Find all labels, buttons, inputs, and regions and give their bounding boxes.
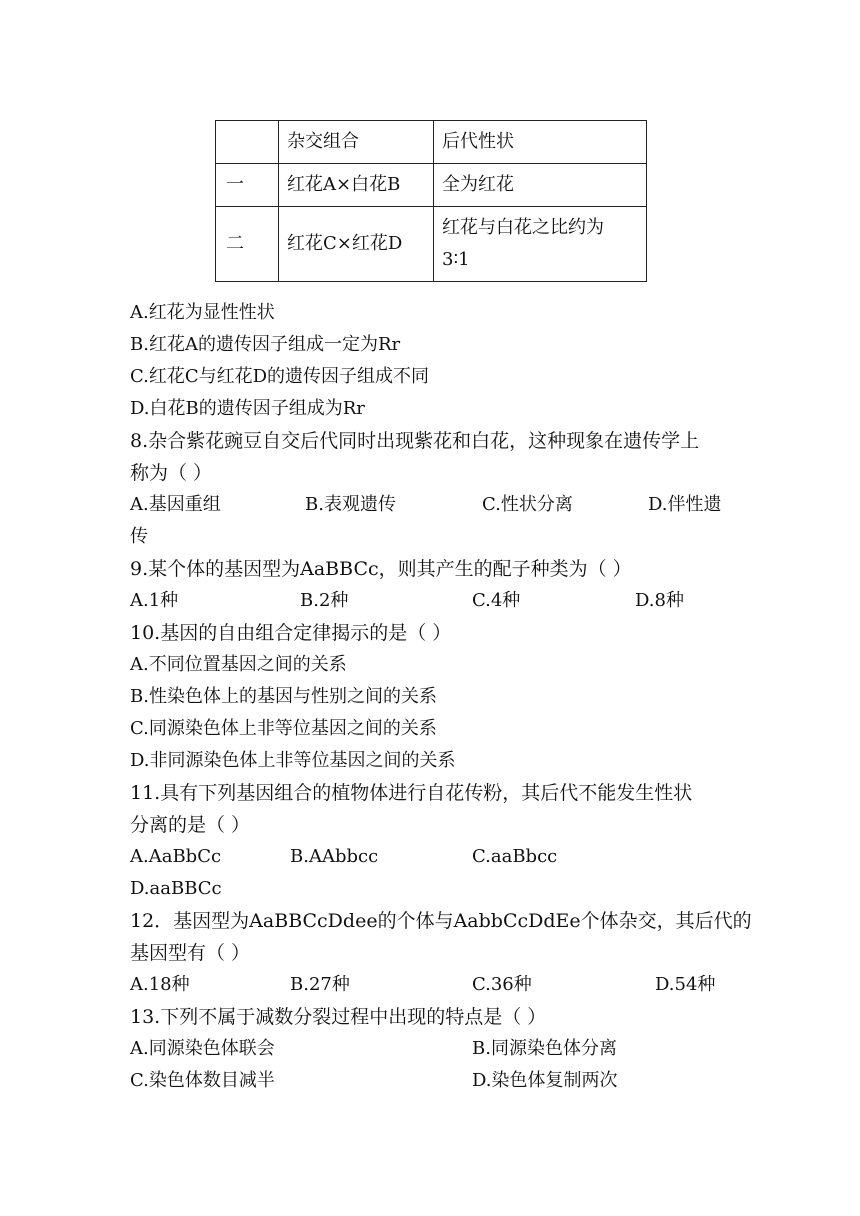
table-row bbox=[216, 164, 647, 207]
q8-options bbox=[130, 489, 735, 521]
table-row bbox=[216, 121, 647, 164]
q11-option-a: A.AaBbCc bbox=[130, 846, 222, 867]
table-cell-line: 3∶1 bbox=[442, 249, 470, 270]
q11-option-d: D.aaBBCc bbox=[130, 878, 222, 899]
q11-option-c: C.aaBbcc bbox=[472, 846, 558, 867]
q11-stem-cont: 分离的是（ ） bbox=[130, 814, 251, 836]
q12-stem: 12．基因型为AaBBCcDdee的个体与AabbCcDdEe个体杂交，其后代的 bbox=[130, 910, 752, 932]
q7-option-b: B.红花A的遗传因子组成一定为Rr bbox=[130, 334, 401, 355]
q9-stem: 9.某个体的基因型为AaBBCc，则其产生的配子种类为（ ） bbox=[130, 558, 632, 580]
table-cell: 红花A×白花B bbox=[279, 164, 434, 207]
q12-option-c: C.36种 bbox=[472, 974, 532, 995]
q8-option-d-wrap: 传 bbox=[130, 526, 148, 547]
q13-option-c: C.染色体数目减半 bbox=[130, 1070, 275, 1091]
q10-option-a: A.不同位置基因之间的关系 bbox=[130, 654, 347, 675]
q13-options-row2 bbox=[130, 1065, 735, 1097]
q9-options bbox=[130, 585, 735, 617]
q13-option-a: A.同源染色体联会 bbox=[130, 1038, 275, 1059]
cross-results-table bbox=[215, 120, 647, 282]
q13-option-d: D.染色体复制两次 bbox=[472, 1070, 618, 1091]
q9-option-b: B.2种 bbox=[300, 590, 349, 611]
table-header-cell: 后代性状 bbox=[434, 121, 647, 164]
q9-option-c: C.4种 bbox=[472, 590, 521, 611]
q9-option-d: D.8种 bbox=[635, 590, 684, 611]
q11-options bbox=[130, 841, 735, 873]
table-cell bbox=[434, 207, 647, 282]
q8-option-c: C.性状分离 bbox=[482, 494, 573, 515]
q13-stem: 13.下列不属于减数分裂过程中出现的特点是（ ） bbox=[130, 1006, 547, 1028]
table-cell bbox=[216, 121, 279, 164]
q10-option-b: B.性染色体上的基因与性别之间的关系 bbox=[130, 686, 437, 707]
question-list bbox=[130, 297, 752, 1097]
q11-option-b: B.AAbbcc bbox=[290, 846, 379, 867]
q10-stem: 10.基因的自由组合定律揭示的是（ ） bbox=[130, 622, 452, 644]
q8-option-b: B.表观遗传 bbox=[305, 494, 396, 515]
table-header-cell: 杂交组合 bbox=[279, 121, 434, 164]
q7-option-a: A.红花为显性性状 bbox=[130, 302, 275, 323]
q10-option-c: C.同源染色体上非等位基因之间的关系 bbox=[130, 718, 437, 739]
q7-option-d: D.白花B的遗传因子组成为Rr bbox=[130, 398, 365, 419]
q10-option-d: D.非同源染色体上非等位基因之间的关系 bbox=[130, 750, 456, 771]
q8-option-a: A.基因重组 bbox=[130, 494, 221, 515]
q13-options-row1 bbox=[130, 1033, 735, 1065]
q8-stem: 8.杂合紫花豌豆自交后代同时出现紫花和白花，这种现象在遗传学上 bbox=[130, 430, 700, 452]
q8-option-d: D.伴性遗 bbox=[648, 494, 722, 515]
q11-stem: 11.具有下列基因组合的植物体进行自花传粉，其后代不能发生性状 bbox=[130, 782, 693, 804]
q8-stem-cont: 称为（ ） bbox=[130, 462, 213, 484]
q12-stem-cont: 基因型有（ ） bbox=[130, 942, 251, 964]
table-row bbox=[216, 207, 647, 282]
q12-option-d: D.54种 bbox=[655, 974, 716, 995]
q12-options bbox=[130, 969, 735, 1001]
table-cell: 一 bbox=[216, 164, 279, 207]
q9-option-a: A.1种 bbox=[130, 590, 179, 611]
q12-option-b: B.27种 bbox=[290, 974, 350, 995]
q13-option-b: B.同源染色体分离 bbox=[472, 1038, 617, 1059]
table-cell: 二 bbox=[216, 207, 279, 282]
table-cell-line: 红花与白花之比约为 bbox=[442, 217, 604, 238]
table-cell: 全为红花 bbox=[434, 164, 647, 207]
table-cell: 红花C×红花D bbox=[279, 207, 434, 282]
q12-option-a: A.18种 bbox=[130, 974, 190, 995]
q7-option-c: C.红花C与红花D的遗传因子组成不同 bbox=[130, 366, 430, 387]
